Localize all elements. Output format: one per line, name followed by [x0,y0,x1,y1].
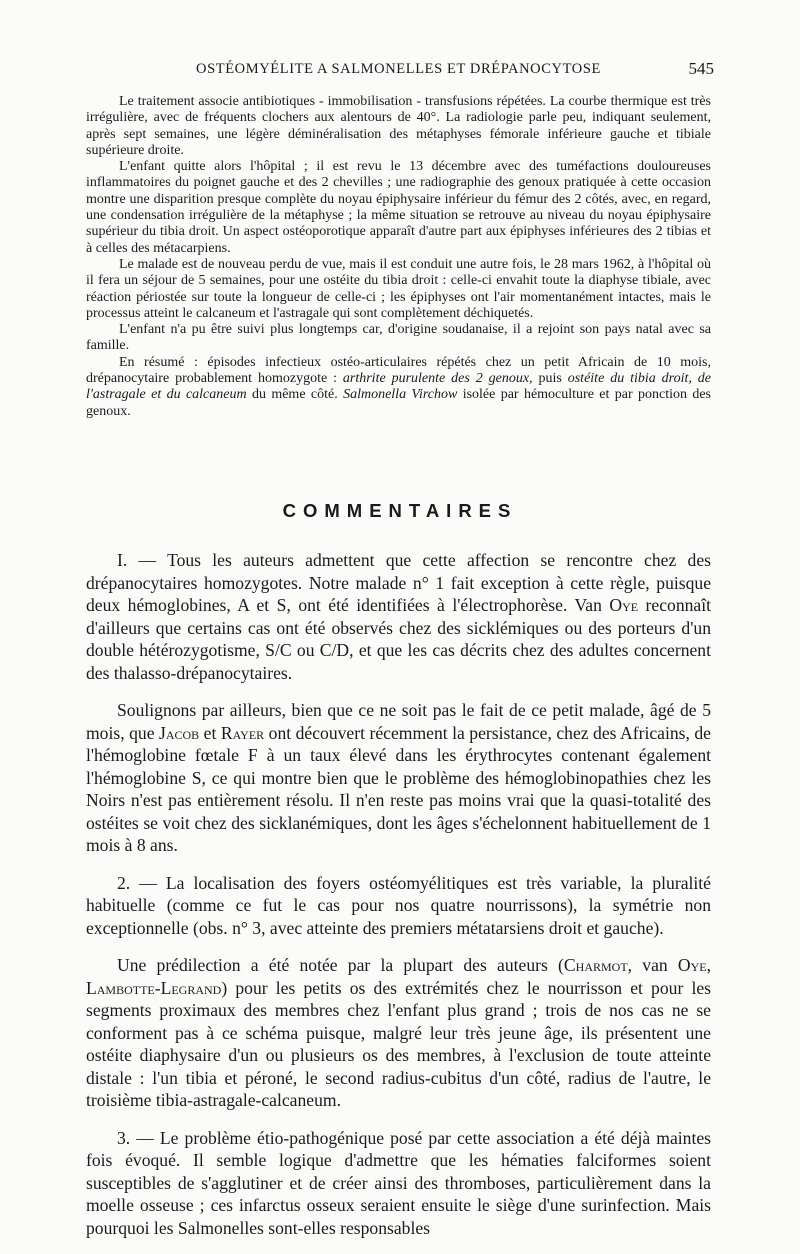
section-heading: COMMENTAIRES [282,500,518,521]
author-name: Oye [677,955,707,975]
commentary-paragraph: 3. — Le problème étio-pathogénique posé par cette association a été déjà maintes fois évoqué. Il semble logique d'admettre que les hématies falciformes soient susceptibles de s'agglutiner et de créer ainsi des thromboses, particulièrement dans la moelle osseuse ; ces infarctus osseux seraient ensuite le siège d'une surinfection. Mais pourquoi les Salmonelles sont-elles responsables [86,1127,711,1238]
case-paragraph: L'enfant n'a pu être suivi plus longtemps car, d'origine soudanaise, il a rejoint son pays natal avec sa famille. [86,322,711,354]
diagnosis-italic: ostéite du tibia droit, de l'astragale et du calcaneum [86,371,712,403]
author-name: Rayer [220,722,265,743]
case-paragraph: Le malade est de nouveau perdu de vue, mais il est conduit une autre fois, le 28 mars 1962, à l'hôpital où il fera un séjour de 5 semaines, pour une ostéite du tibia droit : celle-ci envahit toute la diaphyse tibiale, avec réaction périostée sur toute la longueur de celle-ci ; les épiphyses ont l'air momentanément intactes, mais le processus atteint le calcaneum et l'astragale qui sont complètement déchiquetés. [86,256,711,321]
author-name: Lambotte-Legrand [86,977,222,998]
running-title: OSTÉOMYÉLITE A SALMONELLES ET DRÉPANOCYTOSE [196,61,601,77]
case-paragraph: L'enfant quitte alors l'hôpital ; il est revu le 13 décembre avec des tuméfactions douloureuses inflammatoires du poignet gauche et des 2 chevilles ; une radiographie des genoux pratiquée à cette occasion montre une disparition presque complète du noyau épiphysaire inférieur du fémur des 2 côtés, avec, en regard, une condensation irrégulière de la métaphyse ; la même situation se retrouve au niveau du noyau épiphysaire supérieur du tibia droit. Un aspect ostéoporotique apparaît d'autre part aux épiphyses inférieures des 2 tibias et à celles des métacarpiens. [86,159,711,256]
commentary-paragraph: Soulignons par ailleurs, bien que ce ne soit pas le fait de ce petit malade, âgé de 5 mois, que Jacob et Rayer ont découvert récemment la persistance, chez des Africains, de l'hémoglobine fœtale F à un taux élevé dans les érythrocytes contenant également l'hémoglobine S, ce qui montre bien que le problème des hémoglobinopathies chez les Noirs n'est pas entièrement résolu. Il n'en reste pas moins vrai que la quasi-totalité des ostéites se voit chez des sicklanémiques, dont les âges s'échelonnent habituellement de 1 mois à 8 ans. [86,700,711,855]
author-name: Jacob [159,722,200,743]
commentary-body [86,549,711,1254]
diagnosis-italic: arthrite purulente des 2 genoux, [342,371,533,387]
commentary-paragraph: I. — Tous les auteurs admettent que cette affection se rencontre chez des drépanocytaires homozygotes. Notre malade n° 1 fait exception à cette règle, puisque deux hémoglobines, A et S, ont été identifiées à l'électrophorèse. Van Oye reconnaît d'ailleurs que certains cas ont été observés chez des sicklémiques ou des porteurs d'un double hétérozygotisme, S/C ou C/D, et que les cas décrits chez des adultes concernent des thalasso-drépanocytaires. [86,550,711,683]
case-report [86,94,711,420]
commentary-paragraph: 2. — La localisation des foyers ostéomyélitiques est très variable, la pluralité habituelle (comme ce fut le cas pour nos quatre nourrissons), la symétrie non exceptionnelle (obs. n° 3, avec atteinte des premiers métatarsiens droit et gauche). [86,872,711,938]
commentary-paragraph: Une prédilection a été notée par la plupart des auteurs (Charmot, van Oye, Lambotte-Legrand) pour les petits os des extrémités chez le nourrisson et pour les segments proximaux des membres chez l'enfant plus grand ; trois de nos cas ne se conforment pas à ce schéma puisque, malgré leur très jeune âge, ils présentent une ostéite diaphysaire d'un ou plusieurs os des membres, à l'exclusion de toute atteinte distale : l'un tibia et péroné, le second radius-cubitus d'un côté, radius de l'autre, le troisième tibia-astragale-calcaneum. [86,955,711,1110]
author-name: Oye [609,595,639,615]
page-header [86,61,716,85]
organism-name: Salmonella Virchow [343,387,458,403]
author-name: Charmot [563,955,628,975]
page-number: 545 [688,59,714,78]
case-paragraph: Le traitement associe antibiotiques - immobilisation - transfusions répétées. La courbe thermique est très irrégulière, avec de fréquents clochers aux alentours de 40°. La radiologie parle peu, indiquant seulement, après sept semaines, une légère déminéralisation des métaphyses fémorale inférieure gauche et tibiale supérieure droite. [86,94,711,158]
case-summary: En résumé : épisodes infectieux ostéo-articulaires répétés chez un petit Africain de 10 mois, drépanocytaire probablement homozygote : arthrite purulente des 2 genoux, puis ostéite du tibia droit, de l'astragale et du calcaneum du même côté. Salmonella Virchow isolée par hémoculture et par ponction des genoux. [86,354,712,419]
